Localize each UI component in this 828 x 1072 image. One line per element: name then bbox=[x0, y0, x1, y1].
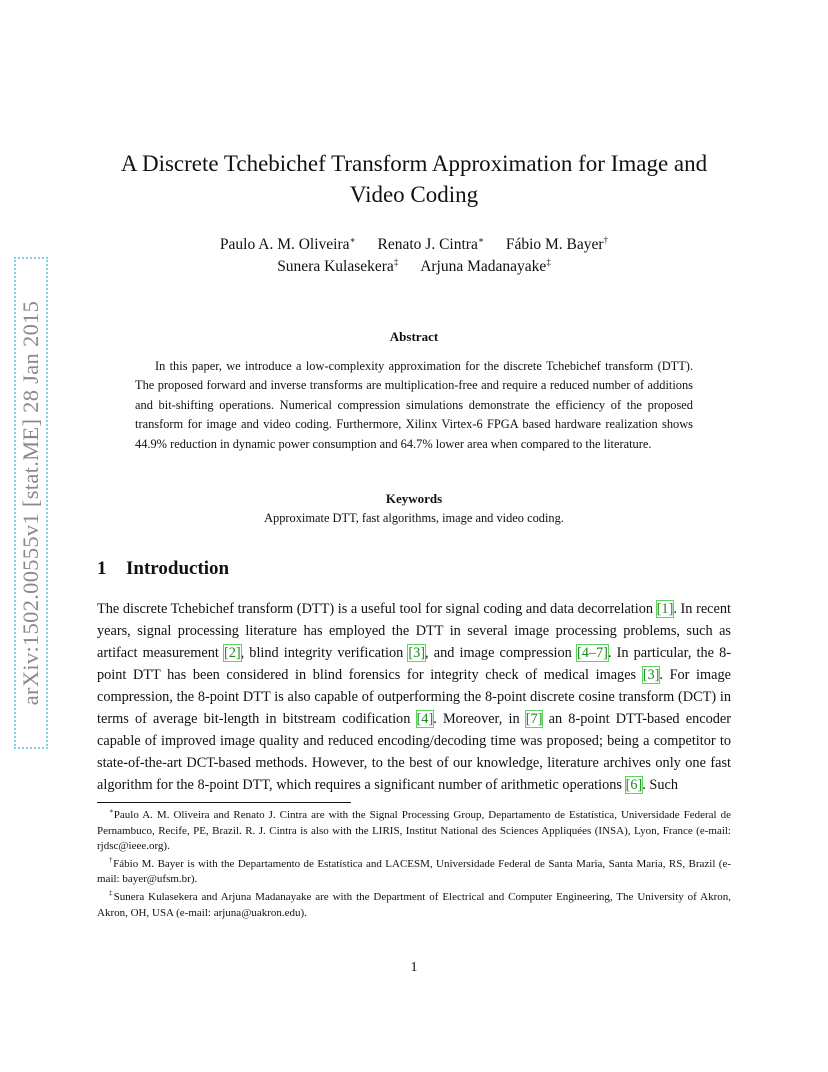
citation-link[interactable]: [6] bbox=[625, 777, 643, 793]
section-heading bbox=[97, 558, 229, 580]
author: Arjuna Madanayake‡ bbox=[420, 257, 551, 275]
introduction-paragraph: The discrete Tchebichef transform (DTT) is a useful tool for signal coding and data decorrelation [1]. In recent years, signal processing literature has employed the DTT in several image processing problems, such as artifact measurement [2], blind integrity verification [3], and image compression [4–7]. In particular, the 8-point DTT has been considered in blind forensics for integrity check of medical images [3]. For image compression, the 8-point DTT is also capable of outperforming the 8-point discrete cosine transform (DCT) in terms of average bit-length in bitstream codification [4]. Moreover, in [7] an 8-point DTT-based encoder capable of improved image quality and reduced encoding/decoding time was proposed; being a competitor to state-of-the-art DCT-based methods. However, to the best of our knowledge, literature archives only one fast algorithm for the 8-point DTT, which requires a significant number of arithmetic operations [6]. Such bbox=[97, 601, 732, 793]
footnote-divider bbox=[97, 802, 351, 803]
keywords-heading: Keywords bbox=[385, 491, 443, 506]
footnote: †Fábio M. Bayer is with the Departamento de Estatística and LACESM, Universidade Federal de Santa Maria, Santa Maria, RS, Brazil (e-mail: bayer@ufsm.br). bbox=[97, 855, 731, 886]
arxiv-sidebar-stamp[interactable] bbox=[14, 257, 48, 749]
footnotes bbox=[97, 808, 731, 923]
affiliation-mark: ∗ bbox=[349, 235, 356, 245]
author: Paulo A. M. Oliveira∗ bbox=[219, 235, 356, 253]
citation-link[interactable]: [3] bbox=[408, 645, 426, 661]
citation-link[interactable]: [2] bbox=[223, 645, 241, 661]
footnote-mark: ‡ bbox=[109, 888, 114, 897]
affiliation-mark: ‡ bbox=[546, 257, 551, 267]
abstract-text: In this paper, we introduce a low-complexity approximation for the discrete Tchebichef transform (DTT). The proposed forward and inverse transforms are multiplication-free and require a reduced number of additions and bit-shifting operations. Numerical compression simulations demonstrate the efficiency of the proposed transform for image and video coding. Furthermore, Xilinx Virtex-6 FPGA based hardware realization shows 44.9% reduction in dynamic power consumption and 64.7% lower area when compared to the literature. bbox=[135, 359, 693, 451]
abstract-heading: Abstract bbox=[389, 329, 439, 344]
affiliation-mark: ∗ bbox=[477, 235, 484, 245]
author-row-2 bbox=[96, 256, 732, 278]
citation-link[interactable]: [7] bbox=[525, 711, 543, 727]
paper-title: A Discrete Tchebichef Transform Approximation for Image and Video Coding bbox=[120, 151, 708, 207]
author: Renato J. Cintra∗ bbox=[377, 235, 484, 253]
citation-link[interactable]: [3] bbox=[642, 667, 660, 683]
arxiv-identifier: arXiv:1502.00555v1 [stat.ME] 28 Jan 2015 bbox=[18, 300, 43, 706]
footnote: ∗Paulo A. M. Oliveira and Renato J. Cintra are with the Signal Processing Group, Departamento de Estatística, Universidade Federal de Pernambuco, Recife, PE, Brazil. R. J. Cintra is also with the LIRIS, Institut National des Sciences Appliquées (INSA), Lyon, France (e-mail: rjdsc@ieee.org). bbox=[97, 807, 731, 853]
section-number: 1 bbox=[97, 558, 107, 579]
affiliation-mark: ‡ bbox=[393, 257, 399, 267]
section-title: Introduction bbox=[126, 558, 230, 579]
footnote: ‡Sunera Kulasekera and Arjuna Madanayake are with the Department of Electrical and Computer Engineering, The University of Akron, Akron, OH, USA (e-mail: arjuna@uakron.edu). bbox=[97, 888, 731, 919]
author-list bbox=[96, 234, 732, 278]
author: Sunera Kulasekera‡ bbox=[277, 257, 399, 275]
author: Fábio M. Bayer† bbox=[505, 235, 609, 253]
citation-link[interactable]: [4] bbox=[416, 711, 434, 727]
author-row-1 bbox=[96, 234, 732, 256]
citation-link[interactable]: [1] bbox=[656, 601, 674, 617]
citation-link[interactable]: [4–7] bbox=[576, 645, 608, 661]
keywords-text: Approximate DTT, fast algorithms, image and video coding. bbox=[264, 511, 564, 525]
footnote-mark: ∗ bbox=[109, 807, 114, 815]
page-number: 1 bbox=[410, 960, 418, 975]
footnote-mark: † bbox=[109, 855, 114, 864]
affiliation-mark: † bbox=[603, 235, 609, 245]
